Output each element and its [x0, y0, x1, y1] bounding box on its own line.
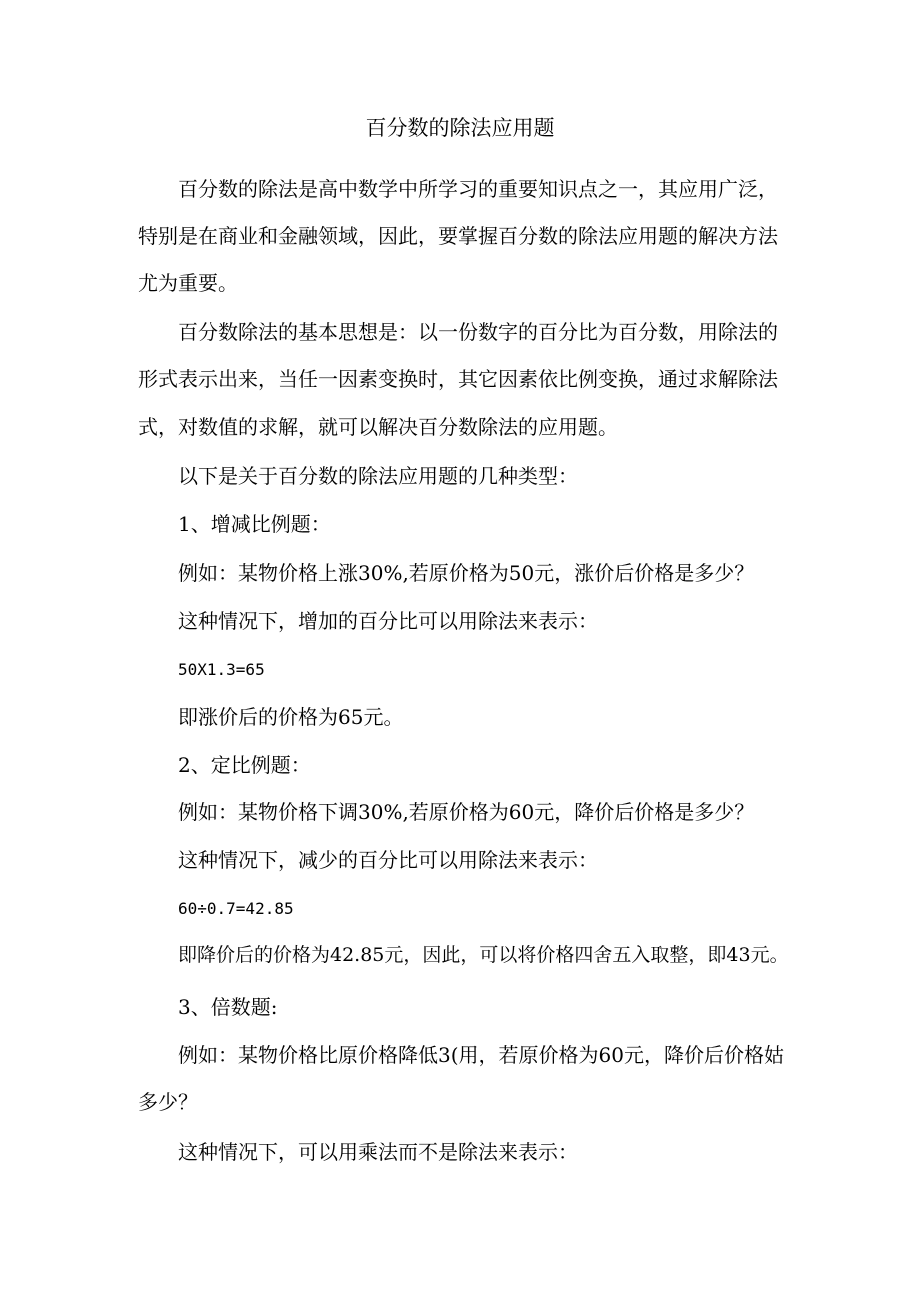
example-line: 例如：某物价格下调30%,若原价格为60元，降价后价格是多少？: [178, 800, 755, 824]
section-heading: 1、增减比例题：: [178, 512, 331, 536]
paragraph-line: 即涨价后的价格为65元。: [178, 705, 404, 729]
formula-line: 50X1.3=65: [178, 660, 265, 679]
paragraph-line: 百分数除法的基本思想是：以一份数字的百分比为百分数，用除法的: [178, 320, 778, 344]
paragraph-line: 这种情况下，可以用乘法而不是除法来表示：: [178, 1140, 578, 1164]
paragraph-line: 尤为重要。: [138, 271, 238, 295]
paragraph-line: 这种情况下，增加的百分比可以用除法来表示：: [178, 609, 598, 633]
section-heading: 3、倍数题:: [178, 995, 278, 1019]
paragraph-line: 以下是关于百分数的除法应用题的几种类型：: [178, 464, 578, 488]
paragraph-line: 式，对数值的求解，就可以解决百分数除法的应用题。: [138, 415, 618, 439]
document-title: 百分数的除法应用题: [365, 116, 555, 140]
example-line: 例如：某物价格上涨30%,若原价格为50元，涨价后价格是多少？: [178, 561, 755, 585]
section-heading: 2、定比例题：: [178, 753, 311, 777]
paragraph-line: 多少？: [138, 1090, 198, 1114]
formula-line: 60÷0.7=42.85: [178, 899, 294, 918]
paragraph-line: 百分数的除法是高中数学中所学习的重要知识点之一，其应用广泛，: [178, 177, 778, 201]
example-line: 例如：某物价格比原价格降低3(用，若原价格为60元，降价后价格姑: [178, 1043, 784, 1067]
paragraph-line: 形式表示出来，当任一因素变换时，其它因素依比例变换，通过求解除法: [138, 367, 778, 391]
paragraph-line: 特别是在商业和金融领域，因此，要掌握百分数的除法应用题的解决方法: [138, 224, 778, 248]
paragraph-line: 这种情况下，减少的百分比可以用除法来表示：: [178, 848, 598, 872]
paragraph-line: 即降价后的价格为42.85元，因此，可以将价格四舍五入取整，即43元。: [178, 944, 789, 966]
